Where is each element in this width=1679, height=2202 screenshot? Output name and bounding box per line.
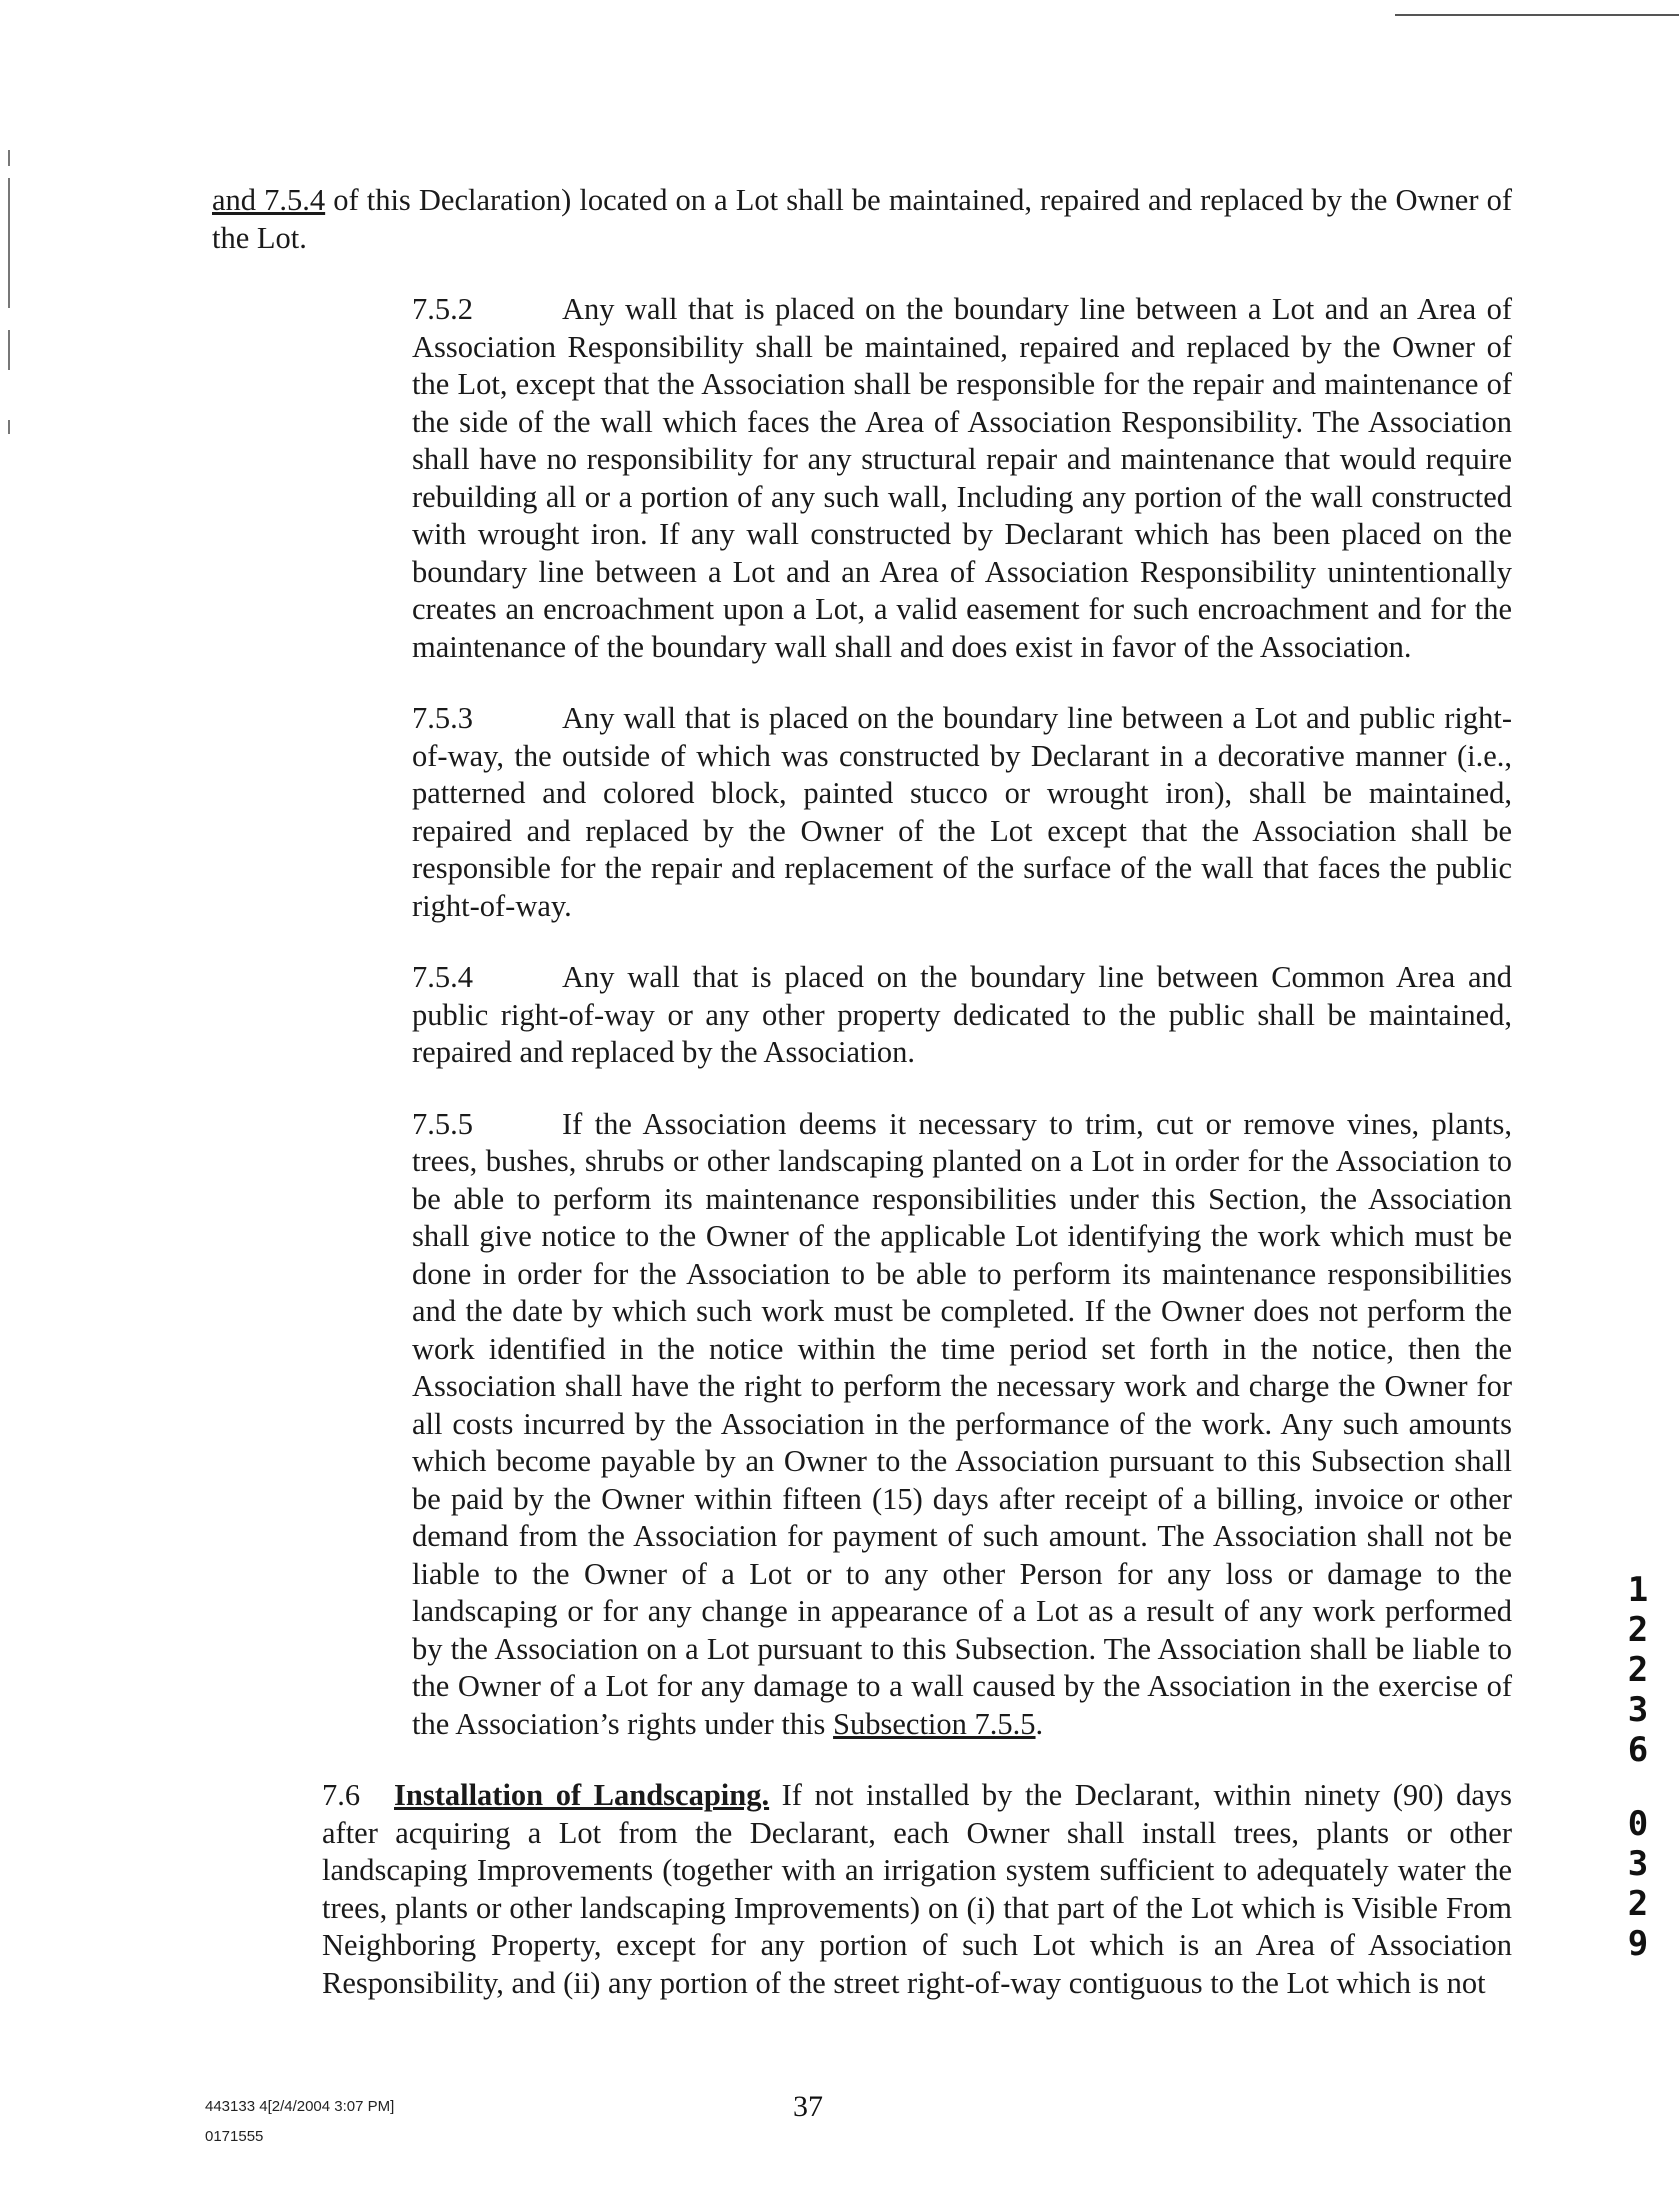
margin-mark [8, 150, 10, 166]
subsection-number: 7.5.3 [412, 701, 473, 735]
continuation-paragraph: and 7.5.4 of this Declaration) located on a Lot shall be maintained, repaired and replaced by the Owner of the Lot. [212, 183, 1512, 255]
margin-mark [8, 330, 10, 370]
subsection-7-5-4 [212, 959, 1512, 1072]
subsection-number: 7.5.4 [412, 960, 473, 994]
top-edge-rule [1395, 14, 1679, 16]
section-number: 7.6 [322, 1778, 361, 1812]
page-number: 37 [793, 2090, 823, 2123]
subsection-7-5-3 [212, 700, 1512, 925]
subsection-text: Any wall that is placed on the boundary line between a Lot and public right-of-way, the outside of which was constructed by Declarant in a decorative manner (i.e., patterned and colored block, painted stucco or wrought iron), shall be maintained, repaired and replaced by the Owner of the Lot except that the Association shall be responsible for the repair and replacement of the surface of the wall that faces the public right-of-way. [412, 701, 1512, 923]
footer-document-id: 443133 4[2/4/2004 3:07 PM] 0171555 [205, 2098, 395, 2145]
recording-number-stamp: 1 2 2 3 6 0 3 2 9 [1627, 1570, 1649, 1964]
section-reference-link: and 7.5.4 [212, 183, 326, 217]
section-heading: Installation of Landscaping. [394, 1778, 770, 1812]
document-body [212, 182, 1512, 2036]
subsection-text: Any wall that is placed on the boundary line between Common Area and public right-of-way or any other property dedicated to the public shall be maintained, repaired and replaced by the Association. [412, 960, 1512, 1069]
margin-mark [8, 178, 10, 308]
section-7-6 [212, 1777, 1512, 2002]
subsection-number: 7.5.5 [412, 1106, 473, 1141]
section-text: If not installed by the Declarant, within ninety (90) days after acquiring a Lot from the Declarant, each Owner shall install trees, plants or other landscaping Improvements (together with an irrigation system sufficient to adequately water the trees, plants or other landscaping Improvements) on (i) that part of the Lot which is Visible From Neighboring Property, except for any portion of such Lot which is an Area of Association Responsibility, and (ii) any portion of the street right-of-way contiguous to the Lot which is not [322, 1778, 1512, 2000]
subsection-reference-link: Subsection 7.5.5 [833, 1706, 1036, 1741]
subsection-7-5-5: 7.5.5 If the Association deems it necessary to trim, cut or remove vines, plants, trees, bushes, shrubs or other landscaping planted on a Lot in order for the Association to be able to perform its maintenance responsibilities under this Section, the Association shall give notice to the Owner of the applicable Lot identifying the work which must be done in order for the Association to be able to perform its maintenance responsibilities and the date by which such work must be completed. If the Owner does not perform the work identified in the notice within the time period set forth in the notice, then the Association shall have the right to perform the necessary work and charge the Owner for all costs incurred by the Association in the performance of the work. Any such amounts which become payable by an Owner to the Association pursuant to this Subsection shall be paid by the Owner within fifteen (15) days after receipt of a billing, invoice or other demand from the Association for payment of such amount. The Association shall not be liable to the Owner of a Lot or to any other Person for any loss or damage to the landscaping or for any change in appearance of a Lot as a result of any work performed by the Association on a Lot pursuant to this Subsection. The Association shall be liable to the Owner of a Lot for any damage to a wall caused by the Association in the exercise of the Association’s rights under this Subsection 7.5.5. [412, 1106, 1512, 1741]
subsection-text: Any wall that is placed on the boundary line between a Lot and an Area of Association Responsibility shall be maintained, repaired and replaced by the Owner of the Lot, except that the Association shall be responsible for the repair and maintenance of the side of the wall which faces the Area of Association Responsibility. The Association shall have no responsibility for any structural repair and maintenance that would require rebuilding all or a portion of any such wall, Including any portion of the wall constructed with wrought iron. If any wall constructed by Declarant which has been placed on the boundary line between a Lot and an Area of Association Responsibility unintentionally creates an encroachment upon a Lot, a valid easement for such encroachment and for the maintenance of the boundary wall shall and does exist in favor of the Association. [412, 292, 1512, 664]
margin-mark [8, 420, 10, 434]
subsection-text: If the Association deems it necessary to trim, cut or remove vines, plants, trees, bushes, shrubs or other landscaping planted on a Lot in order for the Association to be able to perform its maintenance responsibilities under this Section, the Association shall give notice to the Owner of the applicable Lot identifying the work which must be done in order for the Association to be able to perform its maintenance responsibilities and the date by which such work must be completed. If the Owner does not perform the work identified in the notice within the time period set forth in the notice, then the Association shall have the right to perform the necessary work and charge the Owner for all costs incurred by the Association in the performance of the work. Any such amounts which become payable by an Owner to the Association pursuant to this Subsection shall be paid by the Owner within fifteen (15) days after receipt of a billing, invoice or other demand from the Association for payment of such amount. The Association shall not be liable to the Owner of a Lot or to any other Person for any loss or damage to the landscaping or for any change in appearance of a Lot as a result of any work performed by the Association on a Lot pursuant to this Subsection. The Association shall be liable to the Owner of a Lot for any damage to a wall caused by the Association in the exercise of the Association’s rights under this [412, 1106, 1512, 1741]
subsection-7-5-2 [212, 291, 1512, 666]
subsection-number: 7.5.2 [412, 292, 473, 326]
